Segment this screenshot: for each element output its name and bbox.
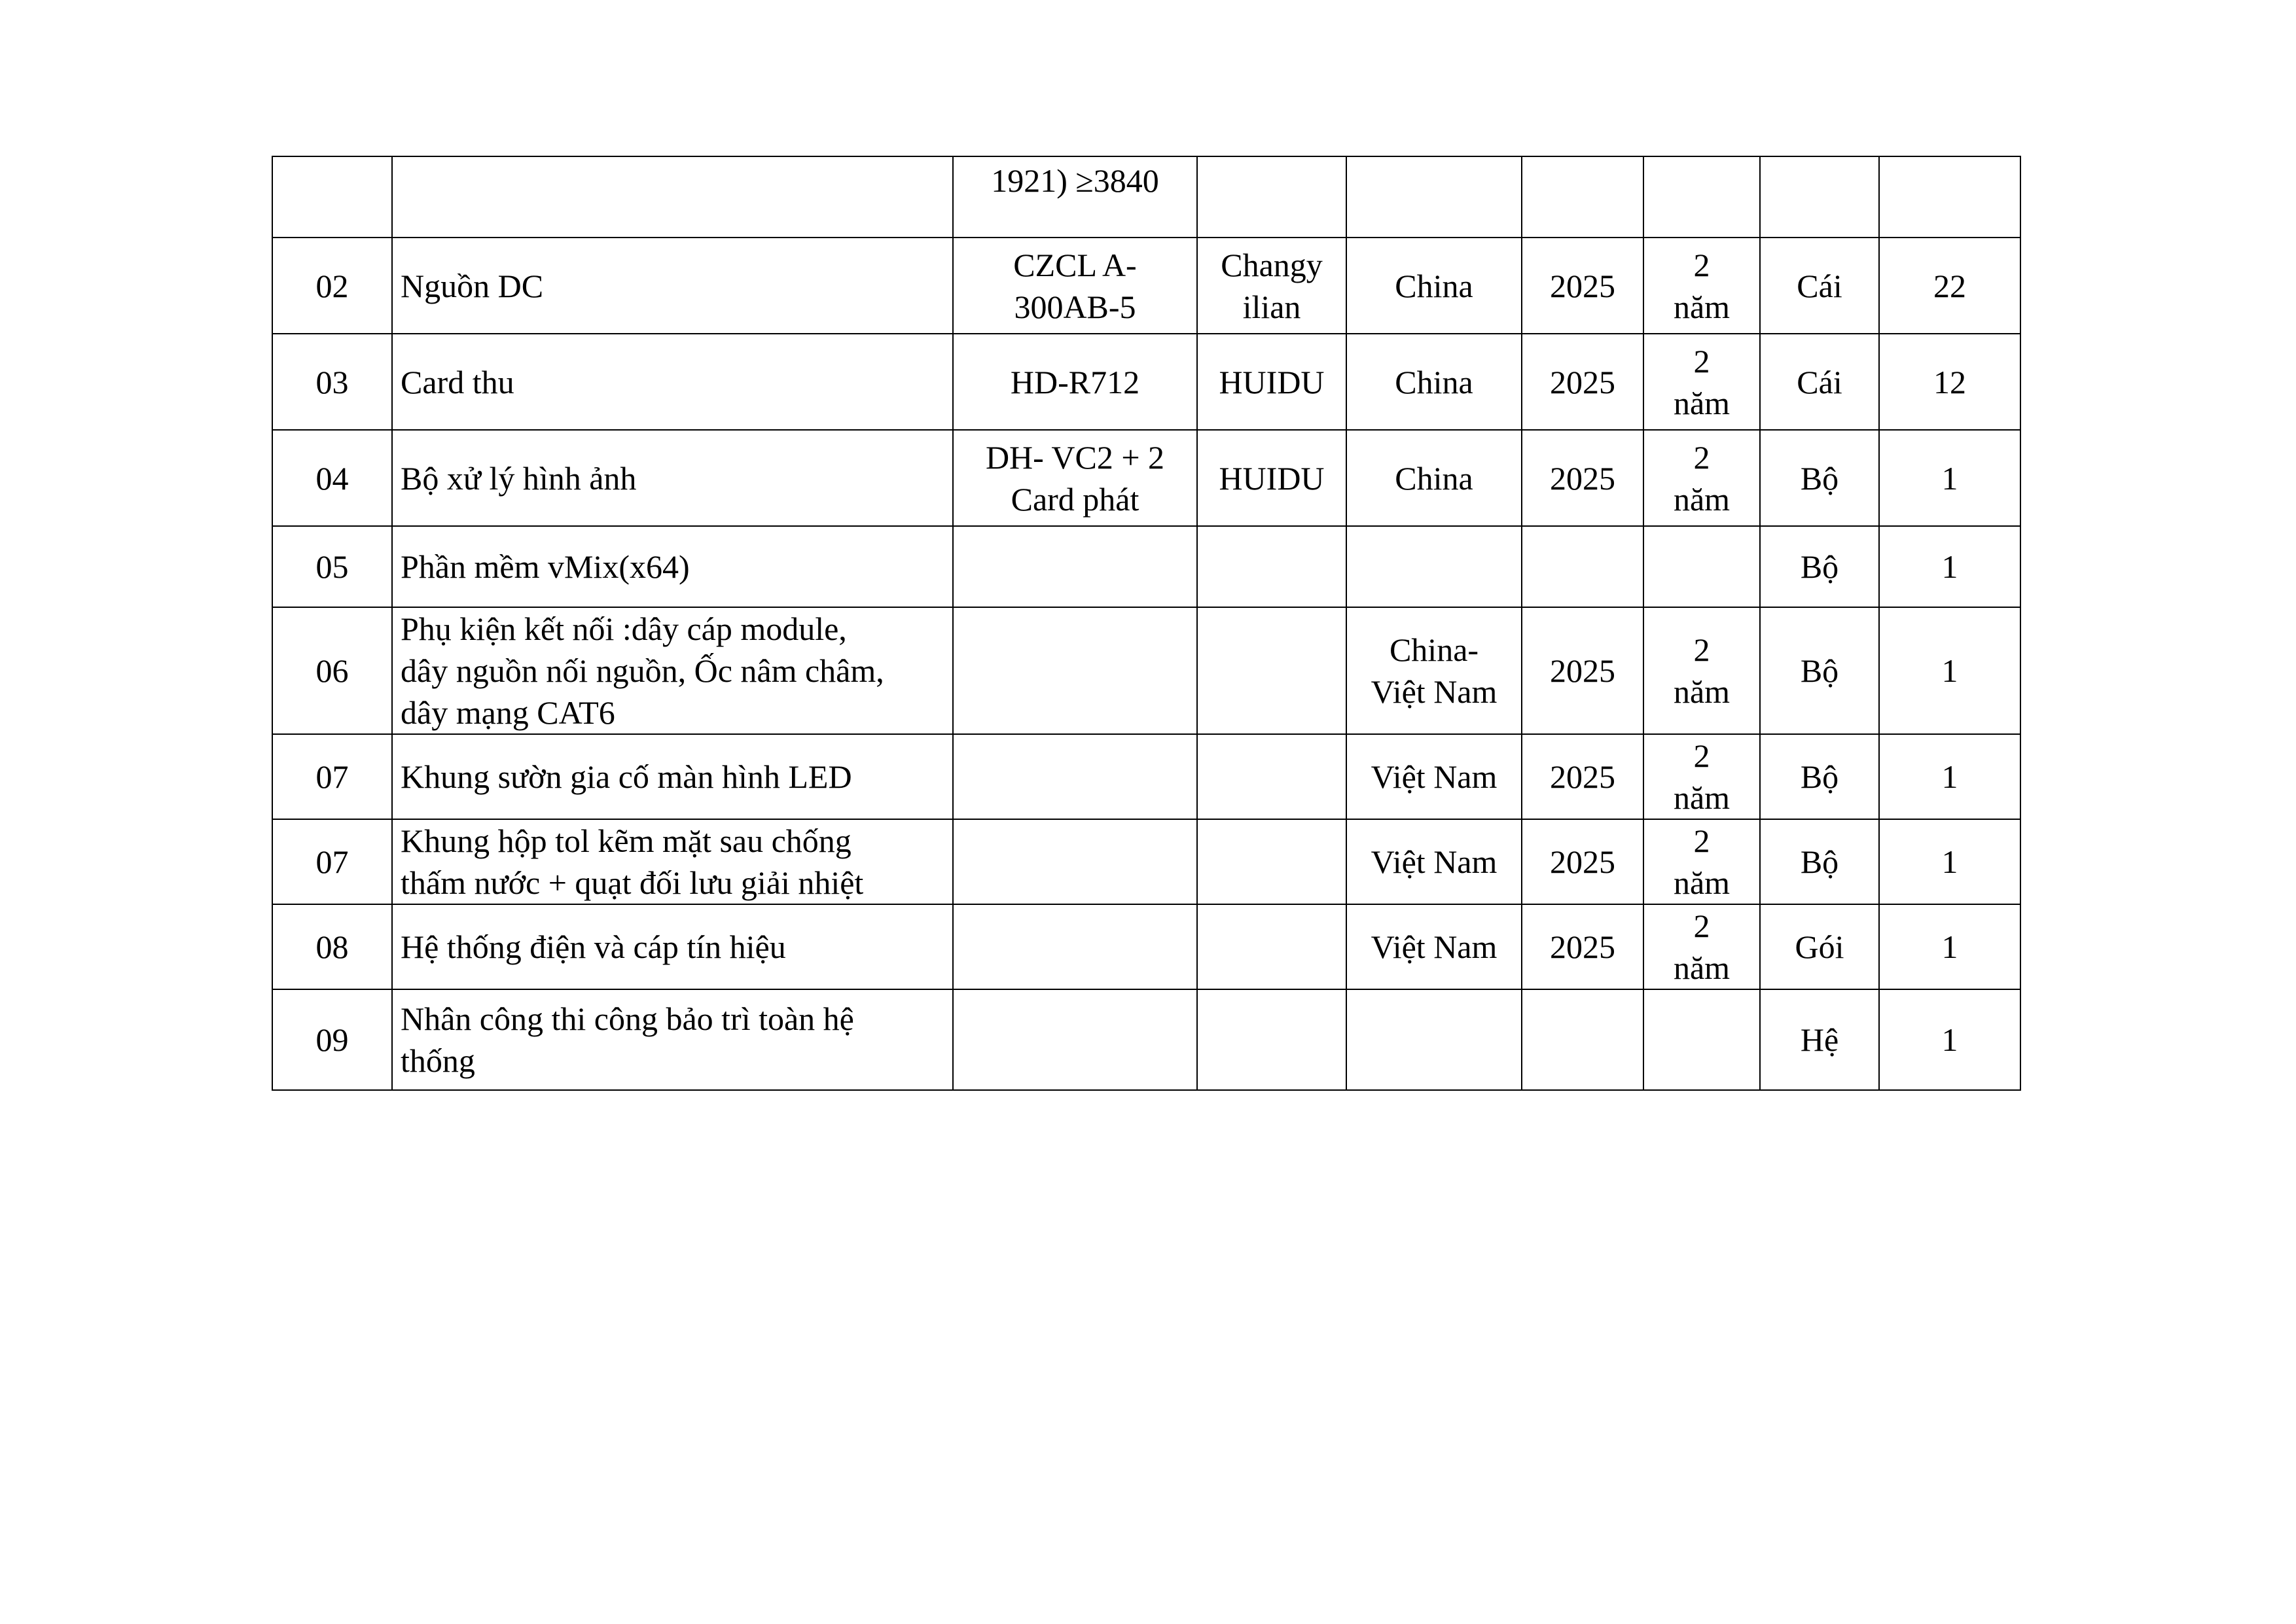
cell-item-name: Khung sườn gia cố màn hình LED: [392, 734, 953, 819]
cell-quantity: 12: [1879, 334, 2020, 430]
cell-item-name-line: Phụ kiện kết nối :dây cáp module,: [401, 610, 847, 647]
cell-warranty-line: 2: [1693, 631, 1710, 668]
cell-origin: [1346, 526, 1522, 607]
cell-unit: Bộ: [1760, 819, 1879, 904]
cell-stt: 07: [272, 819, 392, 904]
cell-warranty: [1643, 607, 1760, 734]
cell-stt: 07: [272, 734, 392, 819]
table-row: [272, 904, 2020, 989]
table-row: [272, 989, 2020, 1090]
cell-quantity: 22: [1879, 238, 2020, 334]
cell-model: [953, 607, 1197, 734]
cell-brand: [1197, 156, 1346, 238]
cell-model-line: DH- VC2 + 2: [985, 438, 1165, 476]
cell-quantity: 1: [1879, 430, 2020, 526]
cell-warranty: [1643, 904, 1760, 989]
table-row: [272, 819, 2020, 904]
cell-stt: 08: [272, 904, 392, 989]
cell-brand: [1197, 526, 1346, 607]
cell-origin: Việt Nam: [1346, 819, 1522, 904]
cell-warranty-line: 2: [1693, 908, 1710, 944]
cell-origin: [1346, 989, 1522, 1090]
cell-quantity: 1: [1879, 734, 2020, 819]
cell-brand: [1197, 904, 1346, 989]
cell-quantity: 1: [1879, 526, 2020, 607]
cell-unit: Gói: [1760, 904, 1879, 989]
cell-item-name-line: dây nguồn nối nguồn, Ốc nâm châm,: [401, 652, 884, 689]
cell-year: 2025: [1522, 334, 1643, 430]
cell-year: 2025: [1522, 734, 1643, 819]
cell-item-name-line: dây mạng CAT6: [401, 694, 615, 731]
table-row: [272, 607, 2020, 734]
cell-origin-line: Việt Nam: [1371, 673, 1498, 710]
cell-brand: [1197, 238, 1346, 334]
cell-warranty: [1643, 238, 1760, 334]
equipment-table-body: [272, 156, 2020, 1090]
cell-warranty-line: năm: [1673, 384, 1731, 421]
cell-origin: Việt Nam: [1346, 904, 1522, 989]
cell-warranty-line: 2: [1693, 246, 1710, 283]
cell-origin: Việt Nam: [1346, 734, 1522, 819]
table-row: [272, 526, 2020, 607]
cell-model: [953, 430, 1197, 526]
table-row: [272, 734, 2020, 819]
cell-warranty: [1643, 156, 1760, 238]
cell-quantity: 1: [1879, 989, 2020, 1090]
cell-year: 2025: [1522, 238, 1643, 334]
cell-item-name: [392, 607, 953, 734]
table-row: [272, 238, 2020, 334]
cell-warranty: [1643, 989, 1760, 1090]
cell-unit: Cái: [1760, 238, 1879, 334]
cell-unit: Bộ: [1760, 734, 1879, 819]
cell-warranty: [1643, 526, 1760, 607]
cell-item-name: Card thu: [392, 334, 953, 430]
cell-unit: Bộ: [1760, 526, 1879, 607]
cell-origin: China: [1346, 430, 1522, 526]
cell-brand: [1197, 989, 1346, 1090]
table-row: [272, 156, 2020, 238]
cell-year: [1522, 156, 1643, 238]
cell-origin: [1346, 156, 1522, 238]
cell-model-line: CZCL A-: [1013, 246, 1137, 283]
cell-warranty-line: 2: [1693, 737, 1710, 774]
cell-unit: Bộ: [1760, 607, 1879, 734]
cell-unit: Cái: [1760, 334, 1879, 430]
cell-model: [953, 819, 1197, 904]
table-row: [272, 334, 2020, 430]
cell-item-name: [392, 819, 953, 904]
cell-warranty-line: 2: [1693, 342, 1710, 380]
cell-item-name-line: Nhân công thi công bảo trì toàn hệ: [401, 1000, 854, 1037]
cell-warranty: [1643, 734, 1760, 819]
cell-quantity: 1: [1879, 904, 2020, 989]
cell-warranty: [1643, 430, 1760, 526]
cell-warranty-line: năm: [1673, 864, 1731, 901]
cell-year: 2025: [1522, 430, 1643, 526]
cell-warranty-line: 2: [1693, 822, 1710, 859]
cell-warranty: [1643, 819, 1760, 904]
cell-brand: [1197, 607, 1346, 734]
cell-year: 2025: [1522, 819, 1643, 904]
cell-stt: [272, 156, 392, 238]
cell-item-name: Hệ thống điện và cáp tín hiệu: [392, 904, 953, 989]
cell-stt: 04: [272, 430, 392, 526]
cell-brand-line: ilian: [1242, 288, 1301, 325]
cell-item-name: Nguồn DC: [392, 238, 953, 334]
cell-warranty-line: 2: [1693, 438, 1710, 476]
cell-brand: HUIDU: [1197, 430, 1346, 526]
cell-warranty: [1643, 334, 1760, 430]
cell-year: [1522, 526, 1643, 607]
cell-stt: 09: [272, 989, 392, 1090]
cell-item-name-line: thấm nước + quạt đối lưu giải nhiệt: [401, 864, 864, 901]
cell-origin: China: [1346, 334, 1522, 430]
cell-origin: [1346, 607, 1522, 734]
cell-origin-line: China-: [1389, 631, 1479, 668]
cell-stt: 02: [272, 238, 392, 334]
cell-model: 1921) ≥3840: [953, 156, 1197, 238]
cell-year: 2025: [1522, 904, 1643, 989]
cell-model: [953, 238, 1197, 334]
cell-model-line: 300AB-5: [1014, 288, 1136, 325]
cell-warranty-line: năm: [1673, 673, 1731, 710]
cell-item-name: [392, 156, 953, 238]
cell-year: [1522, 989, 1643, 1090]
cell-brand-line: Changy: [1221, 246, 1323, 283]
cell-quantity: 1: [1879, 607, 2020, 734]
cell-model: HD-R712: [953, 334, 1197, 430]
cell-unit: Bộ: [1760, 430, 1879, 526]
cell-item-name: Bộ xử lý hình ảnh: [392, 430, 953, 526]
cell-unit: [1760, 156, 1879, 238]
cell-warranty-line: năm: [1673, 779, 1731, 816]
cell-brand: HUIDU: [1197, 334, 1346, 430]
cell-stt: 03: [272, 334, 392, 430]
cell-item-name: [392, 989, 953, 1090]
table-row: [272, 430, 2020, 526]
cell-item-name-line: Khung hộp tol kẽm mặt sau chống: [401, 822, 852, 859]
cell-year: 2025: [1522, 607, 1643, 734]
cell-brand: [1197, 734, 1346, 819]
cell-warranty-line: năm: [1673, 288, 1731, 325]
cell-stt: 06: [272, 607, 392, 734]
cell-item-name-line: thống: [401, 1042, 475, 1079]
cell-model: [953, 989, 1197, 1090]
cell-warranty-line: năm: [1673, 480, 1731, 518]
cell-model-line: Card phát: [1011, 480, 1139, 518]
cell-model: [953, 904, 1197, 989]
cell-quantity: [1879, 156, 2020, 238]
cell-unit: Hệ: [1760, 989, 1879, 1090]
equipment-table: [272, 156, 2021, 1091]
cell-model: [953, 526, 1197, 607]
cell-stt: 05: [272, 526, 392, 607]
cell-item-name: Phần mềm vMix(x64): [392, 526, 953, 607]
cell-quantity: 1: [1879, 819, 2020, 904]
cell-model: [953, 734, 1197, 819]
cell-warranty-line: năm: [1673, 949, 1731, 986]
cell-brand: [1197, 819, 1346, 904]
cell-origin: China: [1346, 238, 1522, 334]
